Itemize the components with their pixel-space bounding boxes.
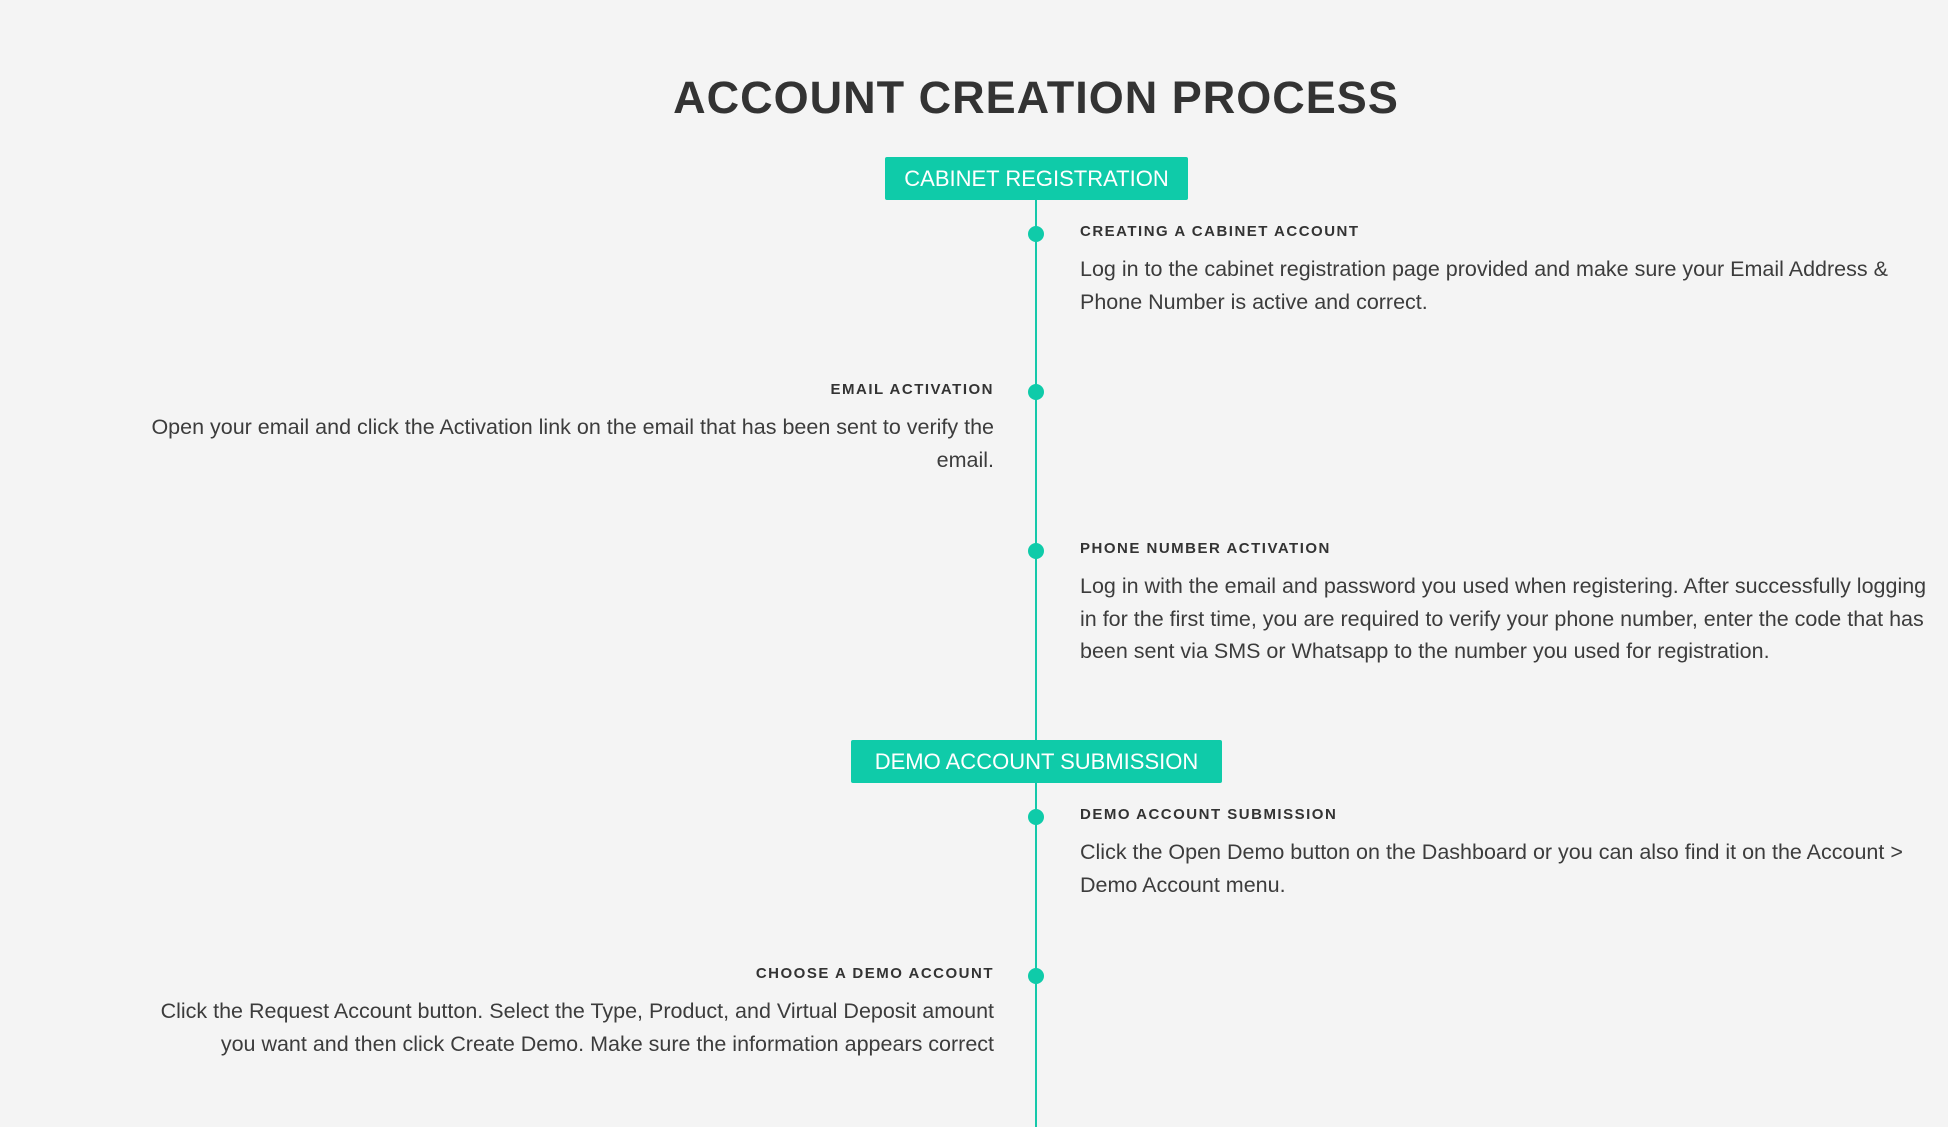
step-title: CREATING A CABINET ACCOUNT xyxy=(1080,223,1360,240)
timeline-line xyxy=(1035,196,1037,1127)
step-title: DEMO ACCOUNT SUBMISSION xyxy=(1080,806,1338,823)
timeline-dot xyxy=(1028,809,1044,825)
step-description: Log in with the email and password you used when registering. After successfully logging in for the first time, you are required to verify your phone number, enter the code that has been sent via SMS or Whatsapp to the number you used for registration. xyxy=(1080,574,1927,663)
timeline-step-choose-demo-account xyxy=(140,963,994,1060)
timeline-step-demo-account-submission xyxy=(1080,804,1940,901)
step-description: Click the Open Demo button on the Dashboard or you can also find it on the Account > Demo Account menu. xyxy=(1080,840,1903,897)
timeline-step-email-activation xyxy=(140,379,994,476)
timeline-dot xyxy=(1028,384,1044,400)
section-badge-demo-account-submission: DEMO ACCOUNT SUBMISSION xyxy=(851,740,1222,783)
timeline-dot xyxy=(1028,968,1044,984)
page-title: ACCOUNT CREATION PROCESS xyxy=(673,72,1399,123)
step-description: Open your email and click the Activation link on the email that has been sent to verify the email. xyxy=(151,415,994,472)
step-description: Click the Request Account button. Select the Type, Product, and Virtual Deposit amount you want and then click Create Demo. Make sure the information appears correct xyxy=(160,999,994,1056)
timeline-step-phone-number-activation xyxy=(1080,538,1940,668)
step-title: EMAIL ACTIVATION xyxy=(830,381,994,398)
step-title: CHOOSE A DEMO ACCOUNT xyxy=(755,965,994,982)
step-title: PHONE NUMBER ACTIVATION xyxy=(1080,540,1331,557)
step-description: Log in to the cabinet registration page provided and make sure your Email Address & Phone Number is active and correct. xyxy=(1080,257,1888,314)
section-badge-cabinet-registration: CABINET REGISTRATION xyxy=(885,157,1188,200)
timeline-dot xyxy=(1028,543,1044,559)
timeline-dot xyxy=(1028,226,1044,242)
timeline-step-creating-cabinet-account xyxy=(1080,221,1940,318)
